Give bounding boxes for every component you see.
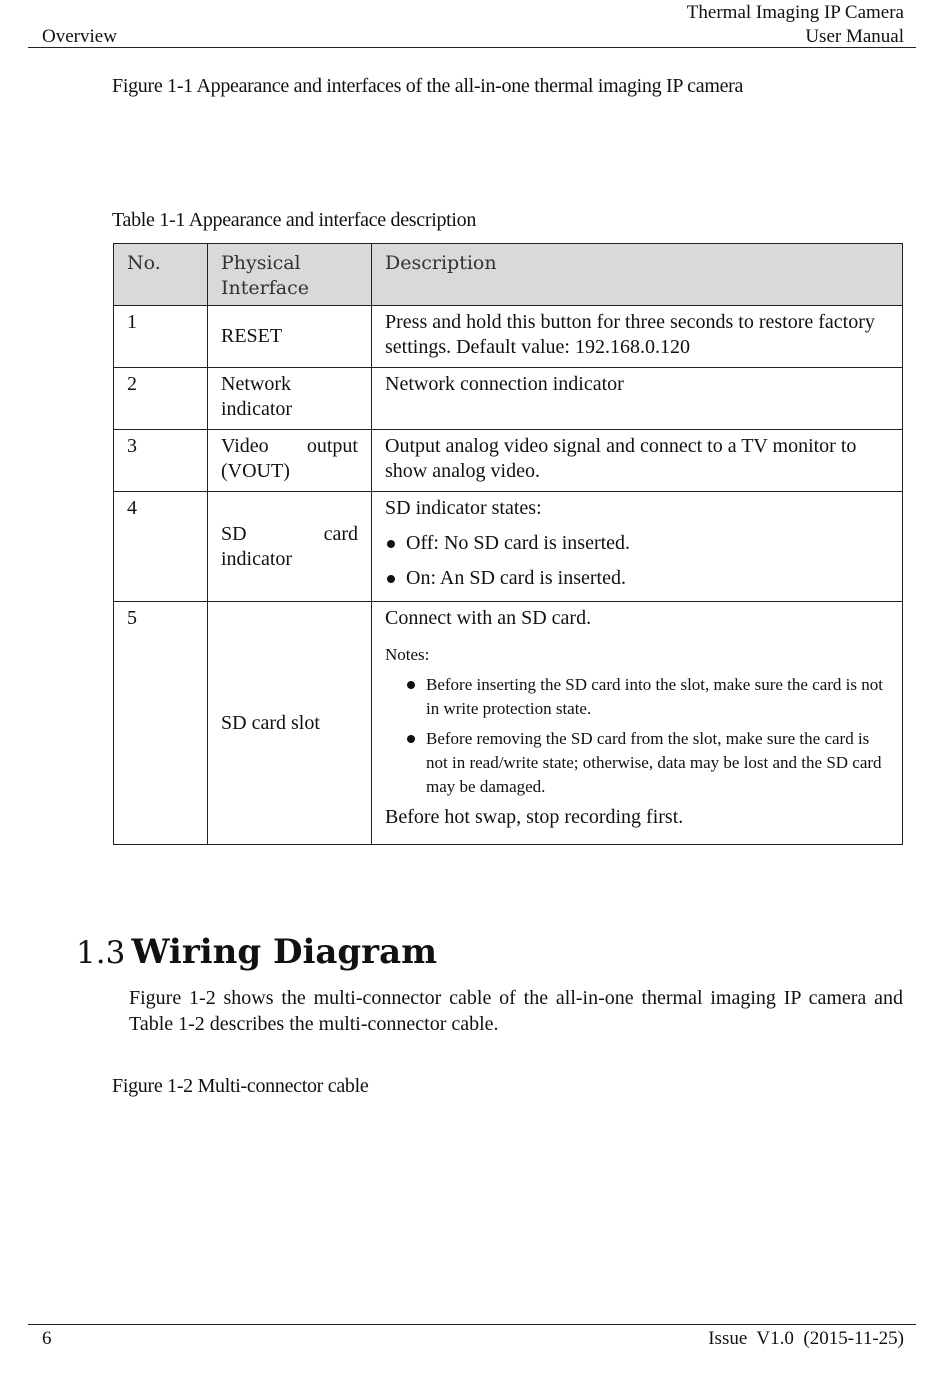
list-item: Before inserting the SD card into the slot, make sure the card is not in write protection state. <box>405 673 889 721</box>
sd-indicator-states-list <box>385 531 889 591</box>
row-description <box>372 492 903 602</box>
page-number: 6 <box>42 1328 52 1349</box>
row-description: Network connection indicator <box>372 368 903 430</box>
row-number: 2 <box>114 368 208 430</box>
row-interface <box>208 602 372 845</box>
row-number: 1 <box>114 306 208 368</box>
section-number: 1.3 <box>76 935 126 971</box>
row-interface-label: Video output (VOUT) <box>221 435 358 482</box>
row-interface <box>208 430 372 492</box>
figure-1-2-caption: Figure 1-2 Multi-connector cable <box>112 1075 369 1097</box>
list-item: On: An SD card is inserted. <box>385 566 889 591</box>
row-interface-label: SD card slot <box>221 711 320 734</box>
row-interface-label: RESET <box>221 325 283 347</box>
header-no: No. <box>114 244 208 306</box>
interface-description-table <box>113 243 903 845</box>
row-interface <box>208 492 372 602</box>
section-body-paragraph: Figure 1-2 shows the multi-connector cable of the all-in-one thermal imaging IP camera and Table 1-2 describes the multi-connector cable. <box>129 987 903 1035</box>
issue-version: Issue V1.0 (2015-11-25) <box>708 1328 904 1349</box>
table-row <box>114 602 903 845</box>
header-section-name: Overview <box>42 26 117 47</box>
row-interface <box>208 306 372 368</box>
sd-indicator-intro: SD indicator states: <box>385 497 542 519</box>
notes-label: Notes: <box>385 645 430 664</box>
row-interface: Network indicator <box>208 368 372 430</box>
row-description <box>372 602 903 845</box>
section-title: Wiring Diagram <box>131 932 438 972</box>
header-description: Description <box>372 244 903 306</box>
footer-rule <box>28 1324 916 1325</box>
list-item: Before removing the SD card from the slot, make sure the card is not in read/write state; otherwise, data may be lost and the SD card may be damaged. <box>405 727 889 799</box>
table-row <box>114 368 903 430</box>
sd-slot-intro: Connect with an SD card. <box>385 607 592 629</box>
row-interface-label: SD card indicator <box>221 522 358 570</box>
row-description: Press and hold this button for three seconds to restore factory settings. Default value: 192.168.0.120 <box>372 306 903 368</box>
table-header-row <box>114 244 903 306</box>
row-number: 4 <box>114 492 208 602</box>
row-number: 5 <box>114 602 208 845</box>
table-1-1-caption: Table 1-1 Appearance and interface description <box>112 209 477 231</box>
list-item: Off: No SD card is inserted. <box>385 531 889 556</box>
table-row <box>114 306 903 368</box>
header-product-name: Thermal Imaging IP Camera <box>686 2 904 23</box>
header-physical-interface: Physical Interface <box>208 244 372 306</box>
figure-1-1-caption: Figure 1-1 Appearance and interfaces of the all-in-one thermal imaging IP camera <box>112 75 744 97</box>
row-number: 3 <box>114 430 208 492</box>
hot-swap-note: Before hot swap, stop recording first. <box>385 806 684 828</box>
notes-list <box>385 673 889 799</box>
header-rule <box>28 47 916 48</box>
table-row <box>114 492 903 602</box>
header-manual-type: User Manual <box>805 26 904 47</box>
table-row <box>114 430 903 492</box>
section-heading <box>76 932 437 972</box>
row-description: Output analog video signal and connect to a TV monitor to show analog video. <box>372 430 903 492</box>
